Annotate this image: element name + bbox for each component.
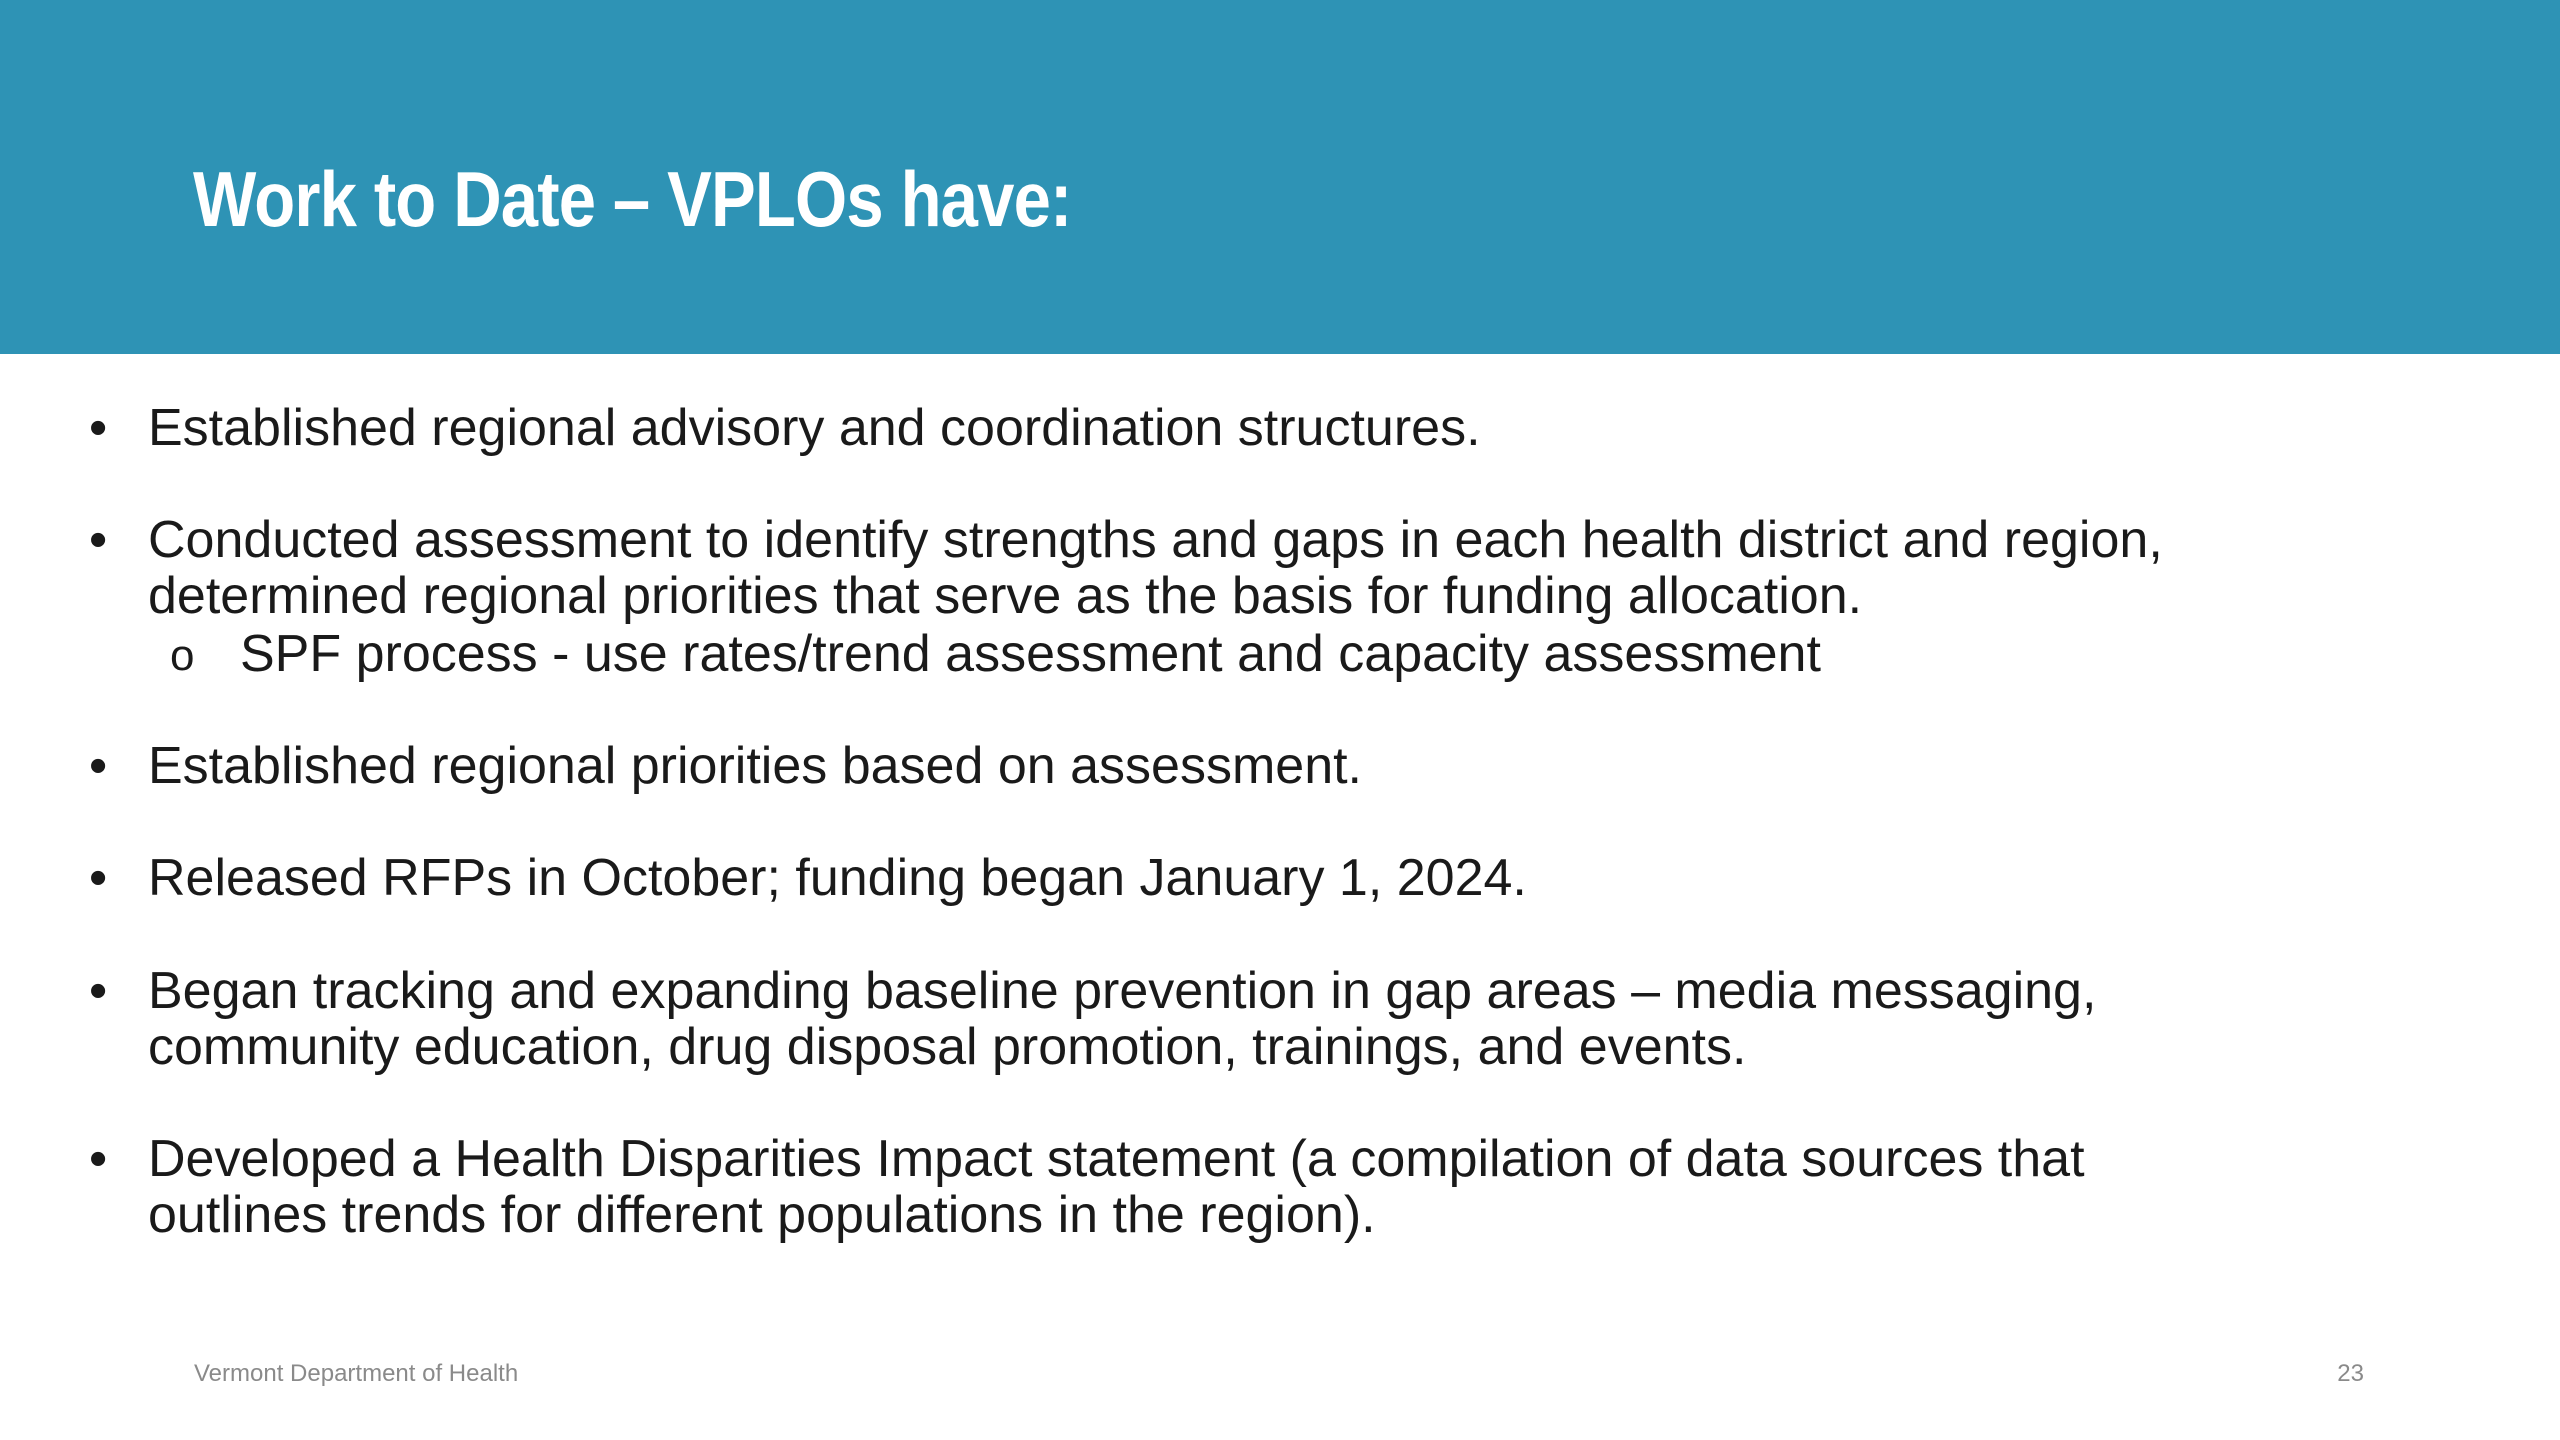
bullet-line: Released RFPs in October; funding began January 1, 2024. <box>148 849 1527 907</box>
bullet-marker: • <box>89 962 108 1020</box>
bullet-line: Developed a Health Disparities Impact statement (a compilation of data sources that <box>148 1130 2085 1188</box>
bullet-text <box>148 1131 2448 1243</box>
bullet-marker: • <box>89 737 108 795</box>
page-number: 23 <box>2337 1360 2364 1387</box>
bullet-line: Conducted assessment to identify strengths and gaps in each health district and region, <box>148 511 2163 569</box>
bullet-text <box>148 400 2448 456</box>
bullet-line: determined regional priorities that serve as the basis for funding allocation. <box>148 567 1863 625</box>
bullet-marker: • <box>89 849 108 907</box>
bullet-text <box>148 738 2448 794</box>
footer-organization: Vermont Department of Health <box>194 1360 519 1387</box>
bullet-line: community education, drug disposal promotion, trainings, and events. <box>148 1018 1747 1076</box>
sub-bullet-marker: o <box>170 631 195 680</box>
bullet-marker: • <box>89 1130 108 1188</box>
bullet-marker: • <box>89 511 108 569</box>
bullet-line: Began tracking and expanding baseline prevention in gap areas – media messaging, <box>148 962 2097 1020</box>
sub-bullet-text: SPF process - use rates/trend assessment and capacity assessment <box>240 625 1821 683</box>
bullet-marker: • <box>89 399 108 457</box>
bullet-line: outlines trends for different populations in the region). <box>148 1186 1376 1244</box>
bullet-line: Established regional advisory and coordination structures. <box>148 399 1481 457</box>
bullet-text <box>148 963 2448 1075</box>
bullet-text <box>148 512 2448 624</box>
bullet-line: Established regional priorities based on assessment. <box>148 737 1363 795</box>
bullet-text <box>148 850 2448 906</box>
slide-title: Work to Date – VPLOs have: <box>193 155 1072 243</box>
